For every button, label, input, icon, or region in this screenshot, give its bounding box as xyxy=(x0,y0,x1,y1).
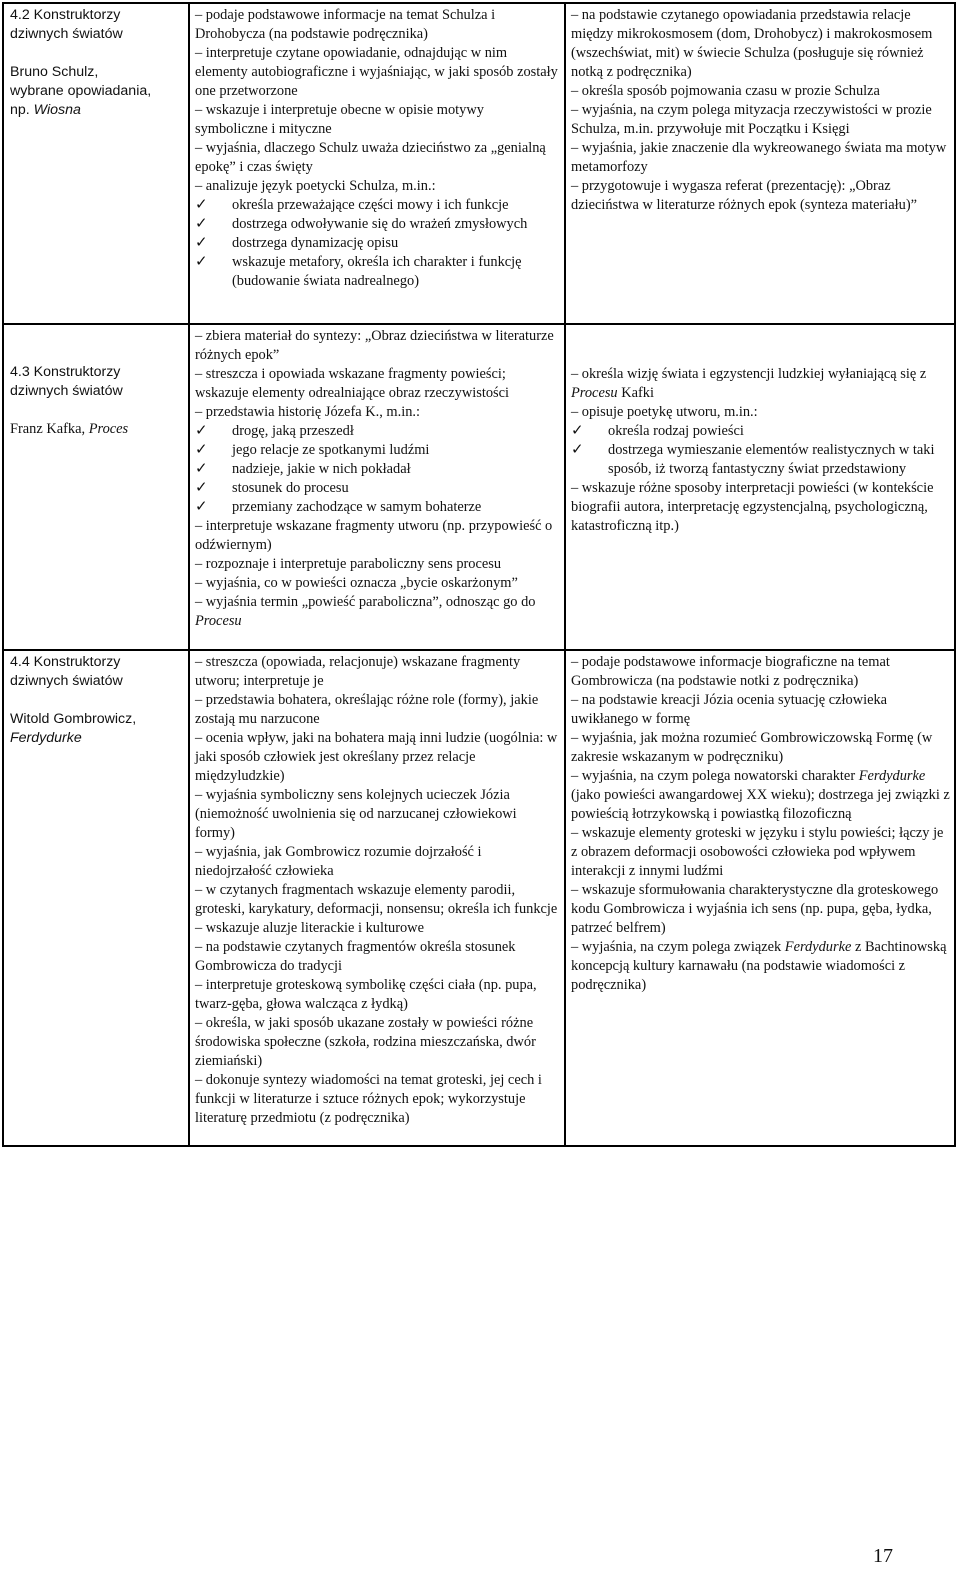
requirement-item: – wskazuje różne sposoby interpretacji powieści (w kontekście biografii autora, interpretację egzystencjalną, psychologiczną, katastroficzną itp.) xyxy=(571,480,934,534)
requirement-item: – określa wizję świata i egzystencji ludzkiej wyłaniającą się z Procesu Kafki xyxy=(571,366,927,401)
table-row-4-2 xyxy=(3,3,955,324)
topic-cell xyxy=(3,324,189,650)
checklist-item: ✓ dostrzega wymieszanie elementów realistycznych w taki sposób, iż tworzą fantastyczny świat przedstawiony xyxy=(571,440,935,477)
checklist-item: ✓ nadzieje, jakie w nich pokładał xyxy=(195,459,411,477)
checkmark-icon: ✓ xyxy=(195,195,208,213)
checkmark-icon: ✓ xyxy=(571,440,584,458)
requirement-item: – opisuje poetykę utworu, m.in.: xyxy=(571,404,758,420)
checklist-item: ✓ stosunek do procesu xyxy=(195,478,349,496)
table-row-4-4 xyxy=(3,650,955,1146)
checkmark-icon: ✓ xyxy=(195,214,208,232)
checkmark-icon: ✓ xyxy=(195,478,208,496)
section-subtitle: dziwnych światów xyxy=(10,673,123,689)
checkmark-icon: ✓ xyxy=(195,459,208,477)
work-title: Procesu xyxy=(195,613,242,629)
requirement-item: – wskazuje sformułowania charakterystyczne dla groteskowego kodu Gombrowicza i wyjaśnia ich sens (np. pupa, gęba, łydka, patrzeć belfrem) xyxy=(571,882,939,936)
requirement-item: – wyjaśnia symboliczny sens kolejnych ucieczek Józia (niemożność uwolnienia się od narzucanej człowiekowi formy) xyxy=(195,787,517,841)
requirement-item: – wyjaśnia, co w powieści oznacza „bycie oskarżonym” xyxy=(195,575,518,591)
section-subtitle: dziwnych światów xyxy=(10,26,123,42)
checkmark-icon: ✓ xyxy=(195,497,208,515)
requirement-item: – interpretuje czytane opowiadanie, odnajdując w nim elementy autobiograficzne i wyjaśniając, w jaki sposób zostały one przetworzone xyxy=(195,45,558,99)
requirement-item: – wyjaśnia, jak można rozumieć Gombrowiczowską Formę (w zakresie wskazanym w podręczniku) xyxy=(571,730,933,765)
author-work: Franz Kafka, Proces xyxy=(10,421,129,437)
requirement-item: – ocenia wpływ, jaki na bohatera mają inni ludzie (uogólnia: w jaki sposób człowiek jest określany przez relacje międzyludzkie) xyxy=(195,730,558,784)
checkmark-icon: ✓ xyxy=(195,421,208,439)
requirement-item: – wyjaśnia, na czym polega związek Ferdydurke z Bachtinowską koncepcją kultury karnawału (na podstawie wiadomości z podręcznika) xyxy=(571,939,947,993)
work-title: Ferdydurke xyxy=(784,939,852,955)
requirement-item: – wyjaśnia, dlaczego Schulz uważa dzieciństwo za „genialną epokę” i czas święty xyxy=(195,140,546,175)
requirement-item: – wyjaśnia, na czym polega nowatorski charakter Ferdydurke (jako powieści awangardowej XX wieku); dostrzega jej związki z powieścią łotrzykowską i powiastką filozoficzną xyxy=(571,768,950,822)
requirement-item: – wskazuje aluzje literackie i kulturowe xyxy=(195,920,424,936)
requirement-item: – przedstawia historię Józefa K., m.in.: xyxy=(195,404,420,420)
basic-requirements-cell xyxy=(189,3,565,324)
work-title: Procesu xyxy=(571,385,618,401)
requirement-item: – na podstawie czytanych fragmentów określa stosunek Gombrowicza do tradycji xyxy=(195,939,516,974)
requirement-item: – wyjaśnia, na czym polega mityzacja rzeczywistości w prozie Schulza, m.in. przywołuje mit Początku i Księgi xyxy=(571,102,932,137)
section-subtitle: dziwnych światów xyxy=(10,383,123,399)
checklist-item: ✓ określa rodzaj powieści xyxy=(571,421,744,439)
checklist-item: ✓ dostrzega odwoływanie się do wrażeń zmysłowych xyxy=(195,214,528,232)
section-id: 4.3 Konstruktorzy xyxy=(10,364,121,380)
requirement-item: – wyjaśnia termin „powieść paraboliczna”, odnosząc go do Procesu xyxy=(195,594,536,629)
extended-requirements-cell xyxy=(565,324,955,650)
requirement-item: – wyjaśnia, jak Gombrowicz rozumie dojrzałość i niedojrzałość człowieka xyxy=(195,844,482,879)
author-name: Bruno Schulz, xyxy=(10,64,99,80)
requirement-item: – określa sposób pojmowania czasu w prozie Schulza xyxy=(571,83,880,99)
requirement-item: – podaje podstawowe informacje biograficzne na temat Gombrowicza (na podstawie notki z podręcznika) xyxy=(571,654,890,689)
checkmark-icon: ✓ xyxy=(195,233,208,251)
checklist-item: ✓ określa przeważające części mowy i ich funkcje xyxy=(195,195,509,213)
section-id: 4.2 Konstruktorzy xyxy=(10,7,121,23)
basic-requirements-cell xyxy=(189,324,565,650)
requirement-item: – rozpoznaje i interpretuje paraboliczny sens procesu xyxy=(195,556,502,572)
work-title: Ferdydurke xyxy=(10,730,82,746)
requirement-item: – streszcza i opowiada wskazane fragmenty powieści; wskazuje elementy odrealniające obraz rzeczywistości xyxy=(195,366,510,401)
work-title: Wiosna xyxy=(33,102,81,118)
requirement-item: – wyjaśnia, jakie znaczenie dla wykreowanego świata ma motyw metamorfozy xyxy=(571,140,947,175)
basic-requirements-cell xyxy=(189,650,565,1146)
author-name: Witold Gombrowicz, xyxy=(10,711,137,727)
curriculum-table xyxy=(2,2,956,1147)
work-title: Ferdydurke xyxy=(858,768,926,784)
table-row-4-3 xyxy=(3,324,955,650)
checkmark-icon: ✓ xyxy=(571,421,584,439)
requirement-item: – przygotowuje i wygasza referat (prezentację): „Obraz dzieciństwa w literaturze różnych epok (synteza materiału)” xyxy=(571,178,918,213)
requirement-item: – w czytanych fragmentach wskazuje elementy parodii, groteski, karykatury, deformacji, nonsensu; określa ich funkcje xyxy=(195,882,558,917)
extended-requirements-cell xyxy=(565,650,955,1146)
section-id: 4.4 Konstruktorzy xyxy=(10,654,121,670)
work-example: np. Wiosna xyxy=(10,102,81,118)
requirement-item: – streszcza (opowiada, relacjonuje) wskazane fragmenty utworu; interpretuje je xyxy=(195,654,521,689)
requirement-item: – dokonuje syntezy wiadomości na temat groteski, jej cech i funkcji w literaturze i sztuce różnych epok; wykorzystuje literaturę przedmiotu (z podręcznika) xyxy=(195,1072,542,1126)
checklist-item: ✓ wskazuje metafory, określa ich charakter i funkcję (budowanie świata nadrealnego) xyxy=(195,252,522,289)
extended-requirements-cell xyxy=(565,3,955,324)
requirement-item: – analizuje język poetycki Schulza, m.in.: xyxy=(195,178,436,194)
topic-cell xyxy=(3,3,189,324)
checkmark-icon: ✓ xyxy=(195,440,208,458)
checklist-item: ✓ przemiany zachodzące w samym bohaterze xyxy=(195,497,482,515)
requirement-item: – na podstawie kreacji Józia ocenia sytuację człowieka uwikłanego w formę xyxy=(571,692,888,727)
requirement-item: – wskazuje elementy groteski w języku i stylu powieści; łączy je z obrazem deformacji osobowości człowieka pod wpływem interakcji z innymi ludźmi xyxy=(571,825,944,879)
checklist-item: ✓ drogę, jaką przeszedł xyxy=(195,421,354,439)
requirement-item: – interpretuje groteskową symbolikę części ciała (np. pupa, twarz-gęba, głowa walcząca z łydką) xyxy=(195,977,537,1012)
requirement-item: – wskazuje i interpretuje obecne w opisie motywy symboliczne i mityczne xyxy=(195,102,484,137)
requirement-item: – przedstawia bohatera, określając różne role (formy), jakie zostają mu narzucone xyxy=(195,692,539,727)
requirement-item: – podaje podstawowe informacje na temat Schulza i Drohobycza (na podstawie podręcznika) xyxy=(195,7,496,42)
requirement-item: – na podstawie czytanego opowiadania przedstawia relacje między mikrokosmosem (dom, Drohobycz) i makrokosmosem (wszechświat, mit) w świecie Schulza (posługuje się również notką z podręcznika) xyxy=(571,7,933,80)
topic-cell xyxy=(3,650,189,1146)
work-title: Proces xyxy=(88,421,129,437)
page-number: 17 xyxy=(873,1545,893,1567)
requirement-item: – interpretuje wskazane fragmenty utworu (np. przypowieść o odźwiernym) xyxy=(195,518,553,553)
requirement-item: – zbiera materiał do syntezy: „Obraz dzieciństwa w literaturze różnych epok” xyxy=(195,328,554,363)
work-description: wybrane opowiadania, xyxy=(10,83,152,99)
requirement-item: – określa, w jaki sposób ukazane zostały w powieści różne środowiska społeczne (szkoła, rodzina mieszczańska, dwór ziemiański) xyxy=(195,1015,536,1069)
checklist-item: ✓ jego relacje ze spotkanymi ludźmi xyxy=(195,440,430,458)
checkmark-icon: ✓ xyxy=(195,252,208,270)
checklist-item: ✓ dostrzega dynamizację opisu xyxy=(195,233,399,251)
